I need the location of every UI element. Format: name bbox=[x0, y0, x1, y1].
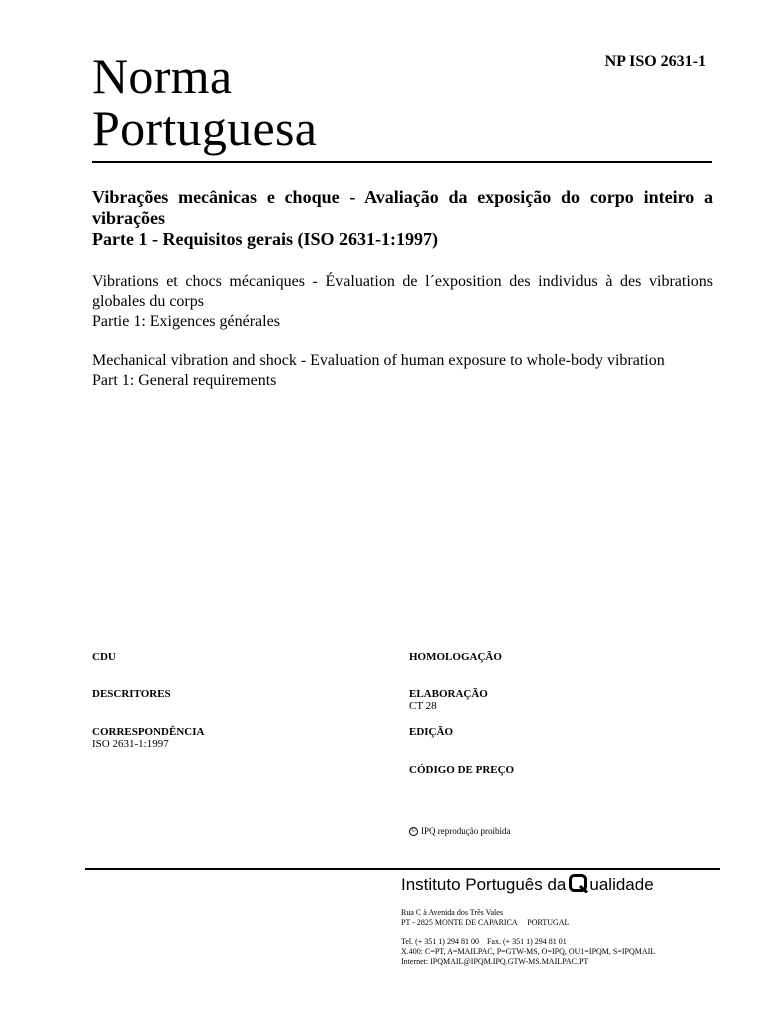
correspondencia-value: ISO 2631-1:1997 bbox=[92, 738, 169, 750]
top-divider bbox=[92, 161, 712, 163]
title-english bbox=[92, 351, 713, 391]
internet-address: Internet: IPQMAIL@IPQM.IPQ.GTW-MS.MAILPAC.PT bbox=[401, 957, 589, 966]
standard-code: NP ISO 2631-1 bbox=[604, 53, 706, 70]
descritores-label: DESCRITORES bbox=[92, 688, 171, 700]
tel-fax: Tel. (+ 351 1) 294 81 00 Fax. (+ 351 1) 294 81 01 bbox=[401, 937, 567, 946]
field-elaboracao bbox=[409, 688, 488, 712]
title-pt-main: Vibrações mecânicas e choque - Avaliação da exposição do corpo inteiro a vibrações bbox=[92, 187, 713, 228]
institute-name-suffix: ualidade bbox=[589, 875, 654, 894]
field-edicao bbox=[409, 726, 453, 738]
title-portuguese bbox=[92, 187, 713, 250]
title-fr-part: Partie 1: Exigences générales bbox=[92, 313, 280, 330]
field-correspondencia bbox=[92, 726, 204, 750]
title-en-main: Mechanical vibration and shock - Evaluation of human exposure to whole-body vibration bbox=[92, 352, 665, 369]
cdu-label: CDU bbox=[92, 651, 116, 663]
copyright-notice bbox=[409, 826, 510, 836]
brand-title bbox=[92, 50, 317, 154]
brand-line-2: Portuguesa bbox=[92, 100, 318, 156]
field-cdu bbox=[92, 651, 116, 663]
q-logo-icon bbox=[569, 874, 588, 893]
homologacao-label: HOMOLOGAÇÃO bbox=[409, 651, 502, 663]
copyright-icon: © bbox=[409, 827, 418, 836]
field-codigo-preco bbox=[409, 764, 514, 776]
correspondencia-label: CORRESPONDÊNCIA bbox=[92, 726, 205, 738]
title-pt-part: Parte 1 - Requisitos gerais (ISO 2631-1:1997) bbox=[92, 229, 438, 249]
title-fr-main: Vibrations et chocs mécaniques - Évaluation de l´exposition des individus à des vibrations globales du corps bbox=[92, 273, 713, 310]
institute-name-prefix: Instituto Português da bbox=[401, 875, 567, 894]
copyright-text: IPQ reprodução proibida bbox=[421, 826, 511, 836]
x400-address: X.400: C=PT, A=MAILPAC, P=GTW-MS, O=IPQ, OU1=IPQM, S=IPQMAIL bbox=[401, 947, 656, 956]
address-line-2: PT - 2825 MONTE DE CAPARICA PORTUGAL bbox=[401, 918, 570, 927]
elaboracao-value: CT 28 bbox=[409, 700, 437, 712]
institute-name bbox=[401, 873, 654, 897]
field-homologacao bbox=[409, 651, 502, 663]
field-descritores bbox=[92, 688, 171, 700]
elaboracao-label: ELABORAÇÃO bbox=[409, 688, 488, 700]
brand-line-1: Norma bbox=[92, 48, 233, 104]
edicao-label: EDIÇÃO bbox=[409, 726, 454, 738]
codigo-preco-label: CÓDIGO DE PREÇO bbox=[409, 764, 515, 776]
title-en-part: Part 1: General requirements bbox=[92, 372, 277, 389]
bottom-divider bbox=[85, 868, 720, 870]
title-french bbox=[92, 272, 713, 332]
address-line-1: Rua C à Avenida dos Três Vales bbox=[401, 908, 503, 917]
